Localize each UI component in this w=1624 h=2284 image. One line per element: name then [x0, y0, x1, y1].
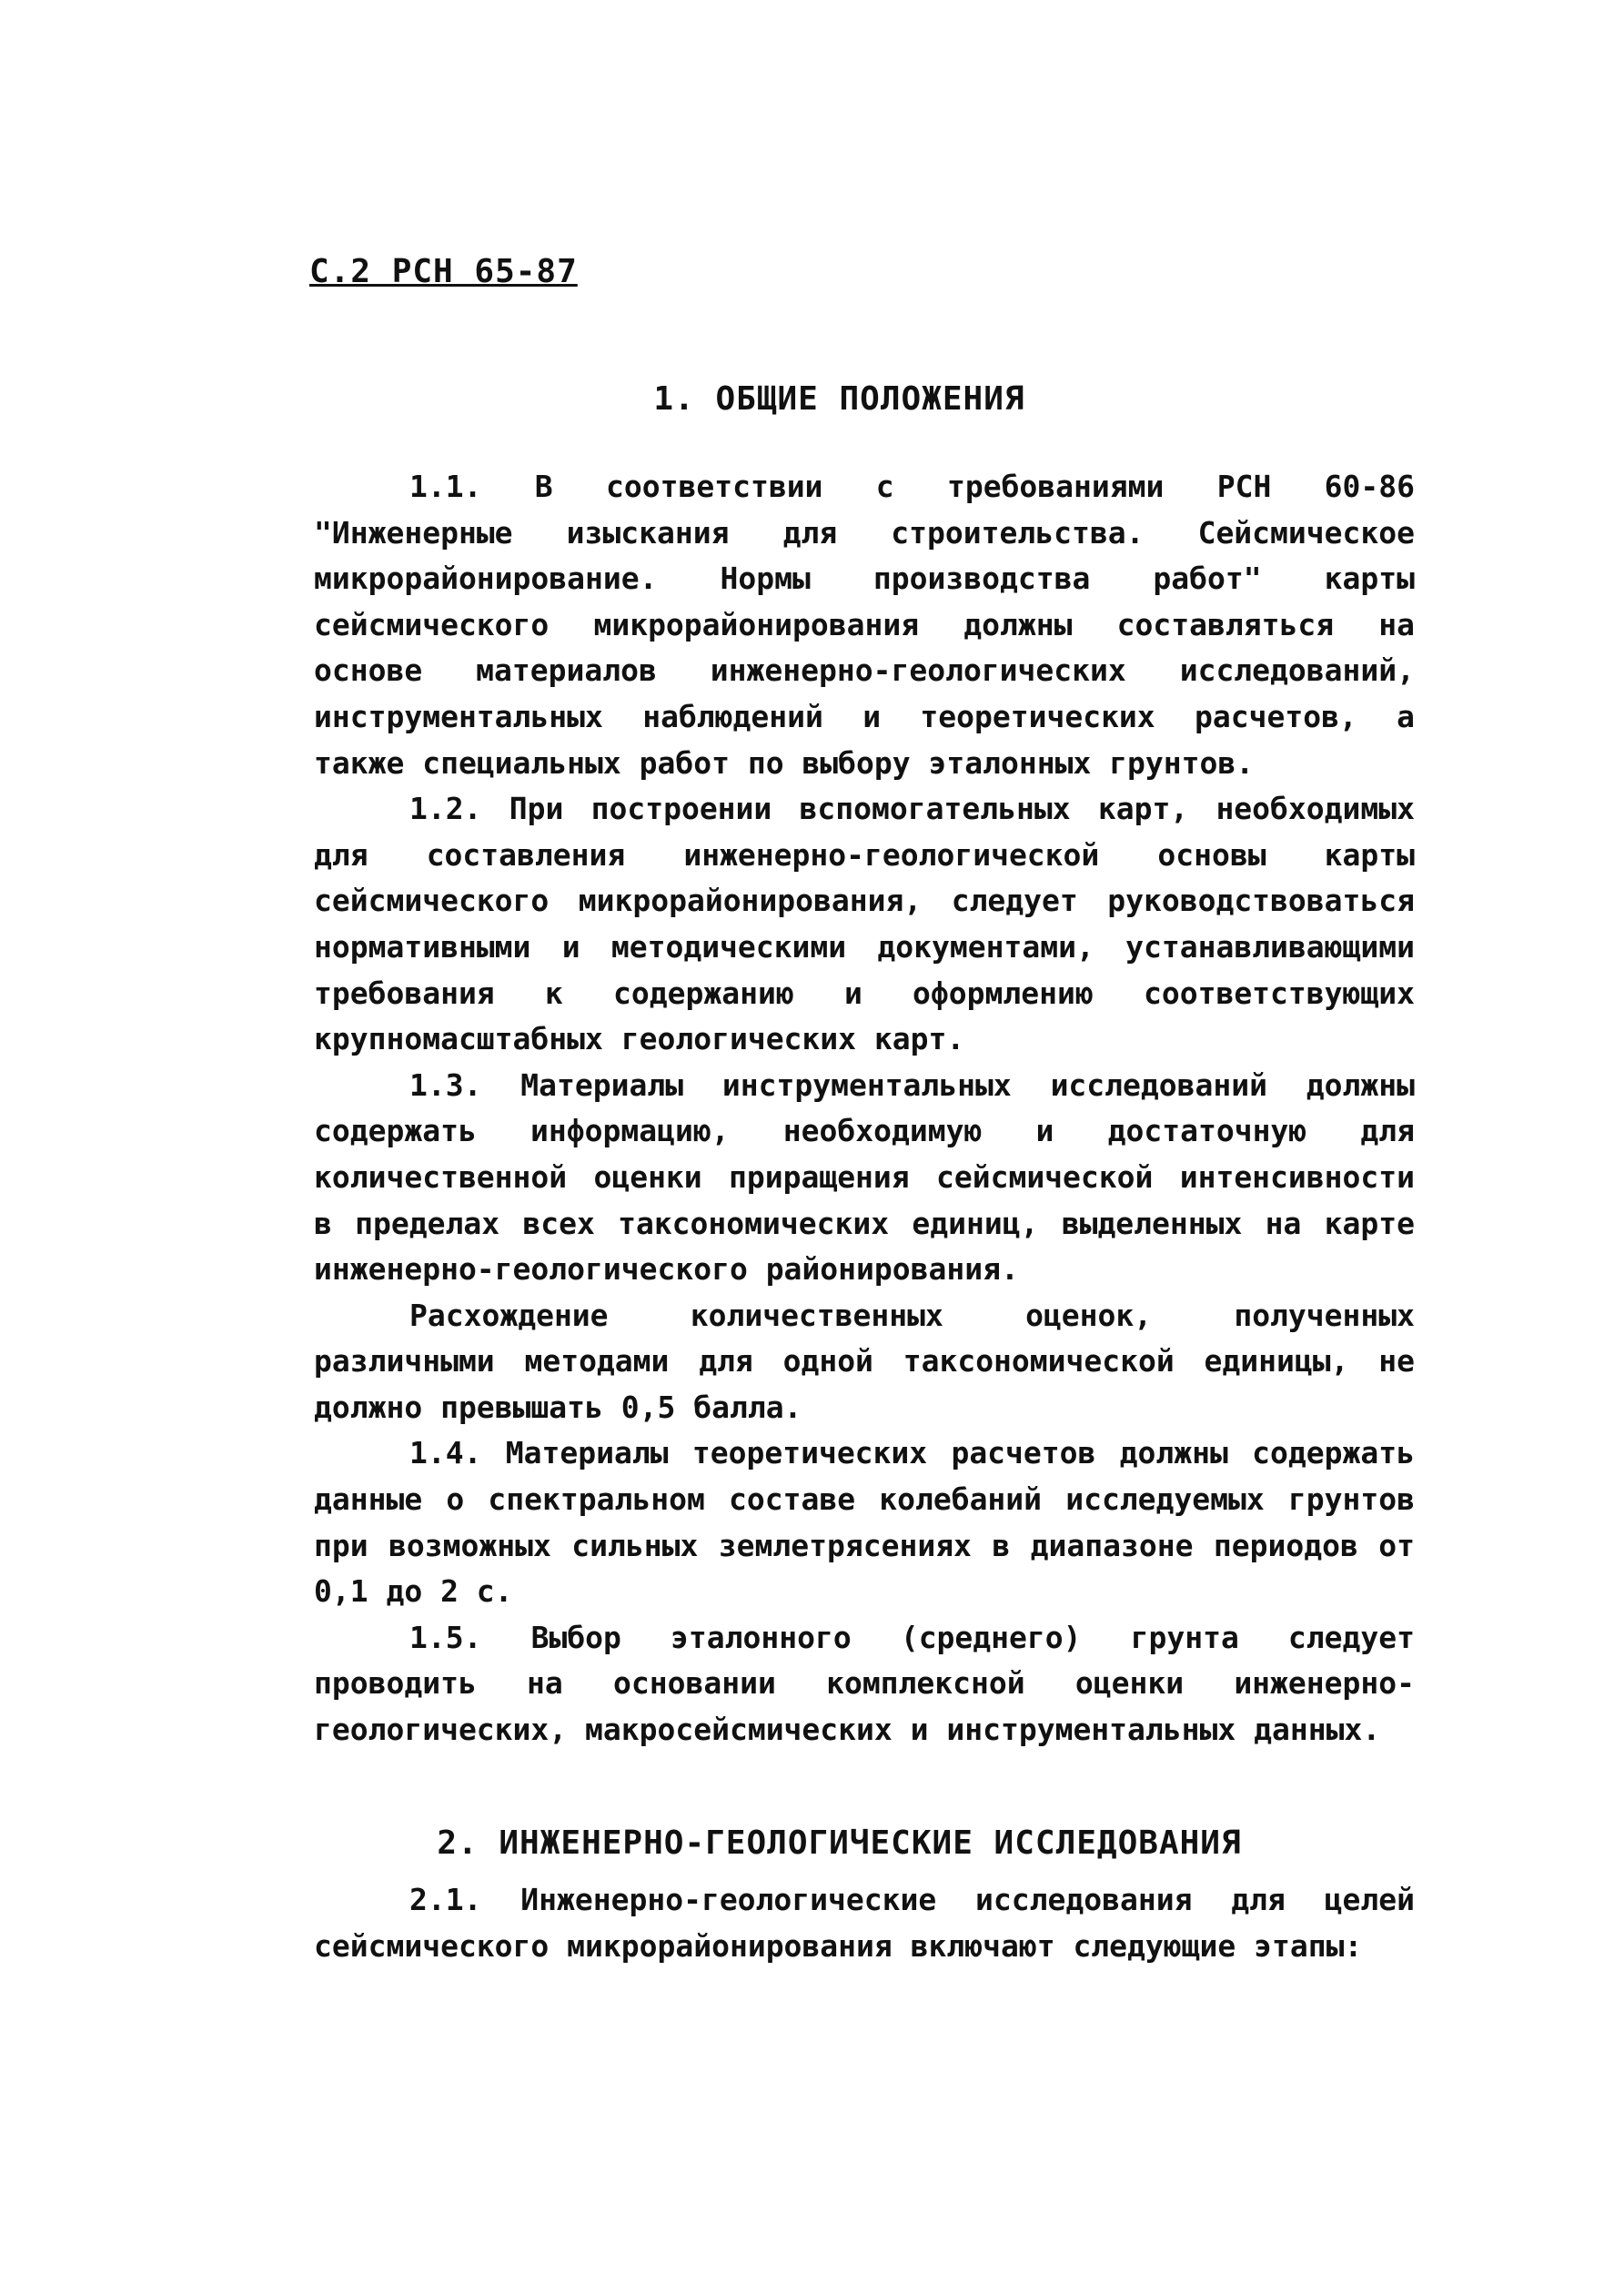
section-1-body [314, 464, 1415, 1753]
page-header: С.2 РСН 65-87 [309, 253, 578, 290]
paragraph-1-2: 1.2. При построении вспомогательных карт, необходимых для составления инженерно-геологической основы карты сейсмического микрорайонирования, следует руководствоваться нормативными и методическими документами, устанавливающими требования к содержанию и оформлению соответствующих крупномасштабных геологических карт. [314, 791, 1415, 1057]
paragraph-2-1: 2.1. Инженерно-геологические исследования для целей сейсмического микрорайонирования включают следующие этапы: [314, 1882, 1415, 1964]
paragraph-1-4: 1.4. Материалы теоретических расчетов должны содержать данные о спектральном составе колебаний исследуемых грунтов при возможных сильных землетрясениях в диапазоне периодов от 0,1 до 2 с. [314, 1435, 1415, 1610]
paragraph-1-3: 1.3. Материалы инструментальных исследований должны содержать информацию, необходимую и достаточную для количественной оценки приращения сейсмической интенсивности в пределах всех таксономических единиц, выделенных на карте инженерно-геологического районирования. [314, 1066, 1415, 1288]
paragraph-1-5: 1.5. Выбор эталонного (среднего) грунта следует проводить на основании комплексной оценки инженерно-геологических, макросейсмических и инструментальных данных. [314, 1619, 1415, 1748]
paragraph-1-1: 1.1. В соответствии с требованиями РСН 60-86 "Инженерные изыскания для строительства. Сейсмическое микрорайонирование. Нормы производства работ" карты сейсмического микрорайонирования должны составляться на основе материалов инженерно-геологических исследований, инструментальных наблюдений и теоретических расчетов, а также специальных работ по выбору эталонных грунтов. [314, 469, 1415, 781]
section-2-title: 2. ИНЖЕНЕРНО-ГЕОЛОГИЧЕСКИЕ ИССЛЕДОВАНИЯ [437, 1824, 1242, 1862]
section-1-title: 1. ОБЩИЕ ПОЛОЖЕНИЯ [653, 380, 1025, 418]
section-2-body [314, 1877, 1415, 1969]
paragraph-1-3-divergence: Расхождение количественных оценок, полученных различными методами для одной таксономической единицы, не должно превышать 0,5 балла. [314, 1297, 1415, 1425]
